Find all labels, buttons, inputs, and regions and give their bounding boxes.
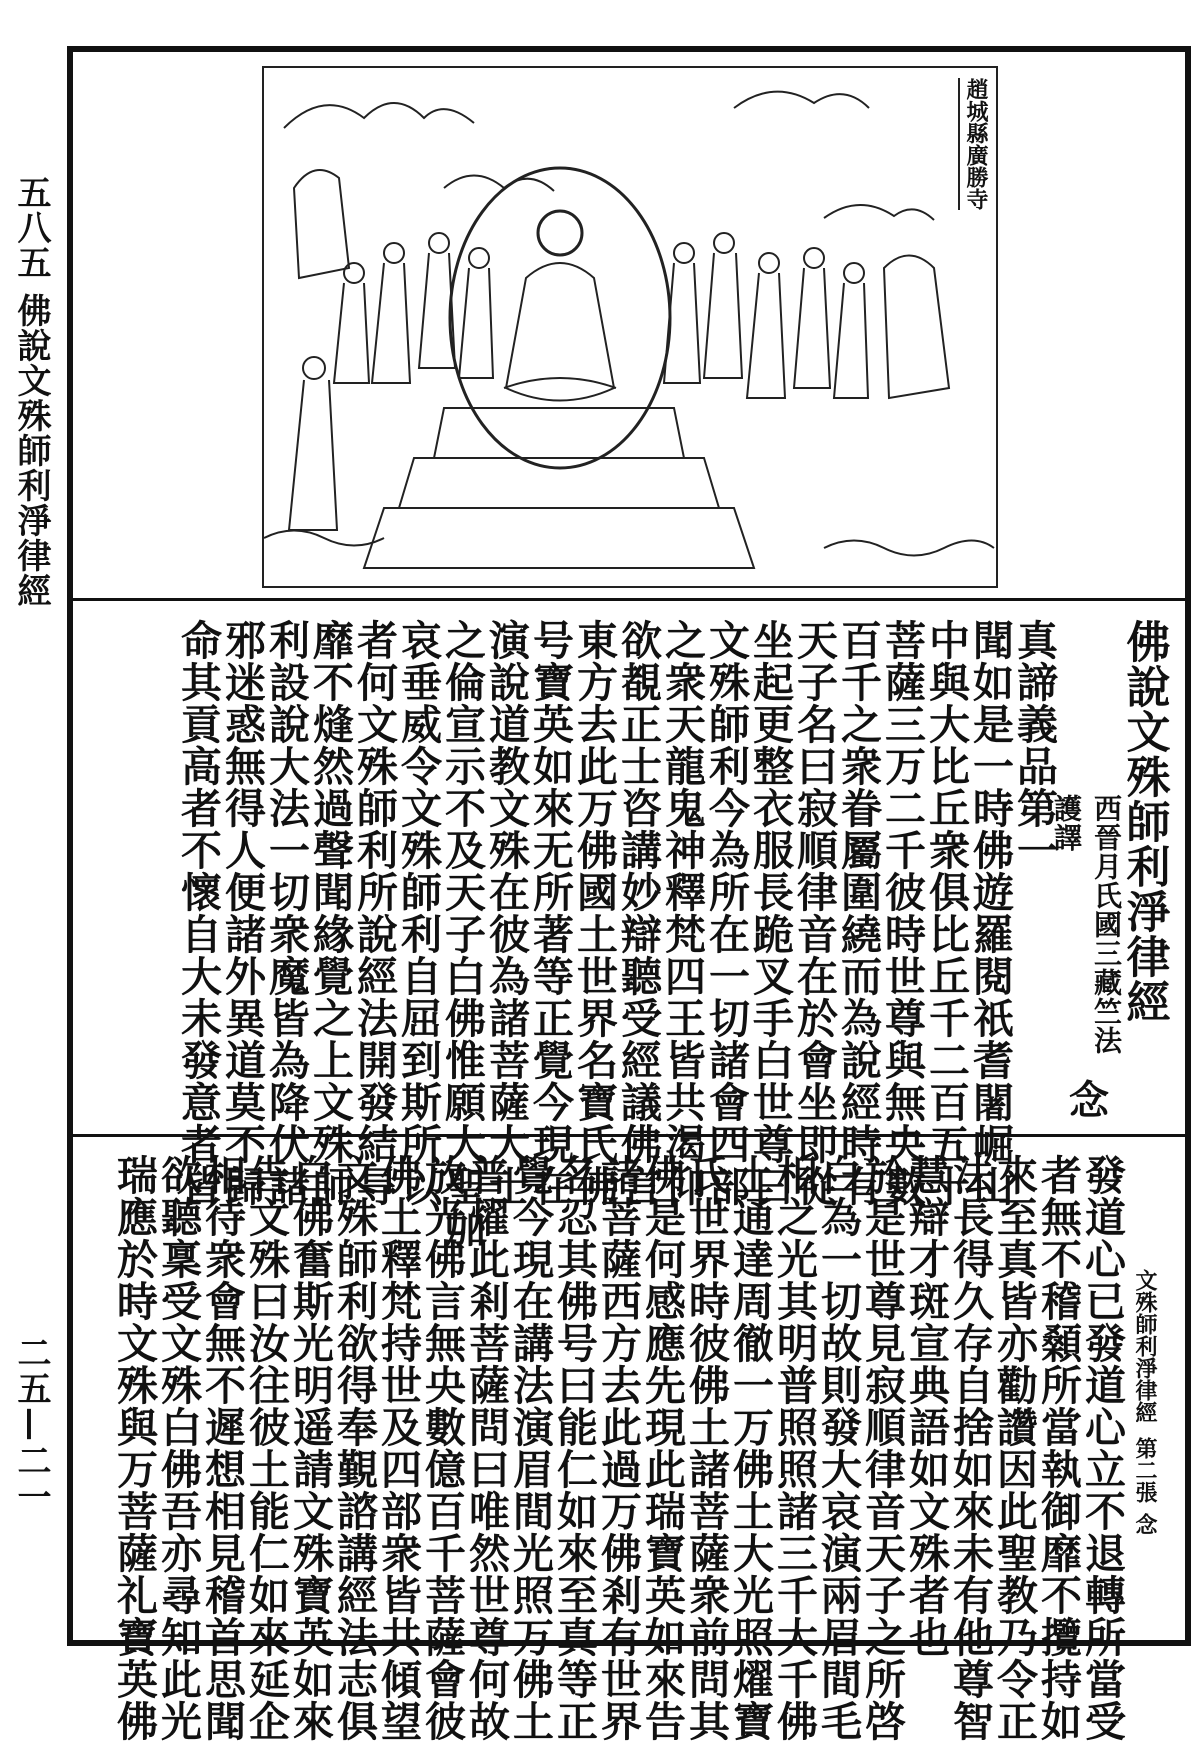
margin-page-reference: 五八五 佛說文殊師利淨律經 bbox=[11, 175, 51, 608]
text-column: 靡不熢然過聲聞緣覺之上文殊師 bbox=[306, 619, 354, 1207]
text-column: 相待衆會無不遲想相見稽首思聞 bbox=[198, 1154, 246, 1742]
woodblock-illustration bbox=[262, 66, 998, 588]
text-column: 之衆天龍鬼神釋梵四王皆共渴仰 bbox=[658, 619, 706, 1207]
sutra-title: 佛說文殊師利淨律經 bbox=[1118, 619, 1170, 1024]
text-column: 中與大比丘衆俱比丘千二百五十 bbox=[922, 619, 970, 1207]
text-column: 瑞應於時文殊與万菩薩礼寶英佛 bbox=[110, 1154, 158, 1742]
text-column: 欲聽稟受文殊白佛吾亦尋知此光 bbox=[154, 1154, 202, 1742]
text-column: 聞如是一時佛遊羅閱祇耆闍崛山 bbox=[966, 619, 1014, 1207]
translator-block bbox=[1050, 619, 1123, 1119]
text-column: 於是世尊見寂順律音天子之所啓 bbox=[858, 1154, 906, 1742]
translator-credit: 西晉月氏國三藏竺法護譯 bbox=[1050, 794, 1123, 1055]
text-column: 來至真皆亦勸讚因此聖教乃令正 bbox=[990, 1154, 1038, 1742]
text-column: 佛土釋梵持世及四部衆皆共傾望 bbox=[374, 1154, 422, 1742]
text-column: 菩薩三万二千彼時世尊與無央數 bbox=[878, 619, 926, 1207]
text-column: 演說道教文殊在彼為諸菩薩大士 bbox=[482, 619, 530, 1207]
sheet-margin-note bbox=[1127, 1154, 1163, 1640]
illustration-panel bbox=[73, 52, 1185, 601]
text-column: 佛是何感應先現此瑞寶英如來告 bbox=[638, 1154, 686, 1742]
text-column: 法長得久存自捨如來未有他尊智 bbox=[946, 1154, 994, 1742]
text-column: 欲覩正士咨講妙辯聽受經議佛言 bbox=[614, 619, 662, 1207]
page-frame bbox=[67, 46, 1191, 1742]
text-column: 百千之衆眷屬圍繞而為說經時有 bbox=[834, 619, 882, 1207]
margin-note-sheet: 第二張 bbox=[1132, 1437, 1158, 1503]
text-column: 諸菩薩西方去此過万佛剎有世界 bbox=[594, 1154, 642, 1742]
text-column: 告文殊曰汝往彼土能仁如來延企 bbox=[242, 1154, 290, 1742]
margin-note-mark: 念 bbox=[1132, 1513, 1158, 1535]
text-column: 文殊師利今為所在一切諸會四部 bbox=[702, 619, 750, 1207]
text-column: 哀垂威令文殊師利自屈到斯所以 bbox=[394, 619, 442, 1207]
text-column: 放光佛言無央數億百千菩薩會彼 bbox=[418, 1154, 466, 1742]
text-column: 相之光其明普照照諸三千大千佛 bbox=[770, 1154, 818, 1742]
text-column: 名忍其佛号曰能仁如來至真等正 bbox=[550, 1154, 598, 1742]
text-column: 者何文殊師利所說經法開發結㝵 bbox=[350, 619, 398, 1207]
text-column: 氏世界時彼佛土諸菩薩衆前問其 bbox=[682, 1154, 730, 1742]
text-column: 真諦義品第一 bbox=[1010, 619, 1058, 871]
text-column: 白佛奮斯光明遥請文殊寶英如來 bbox=[286, 1154, 334, 1742]
text-column: 号寶英如來无所著等正覺今現在 bbox=[526, 619, 574, 1207]
title-block bbox=[1117, 619, 1170, 1119]
preaching-scene-drawing bbox=[264, 68, 996, 586]
text-column: 慧辯才斑宣典語如文殊者也 bbox=[902, 1154, 950, 1658]
text-column: 土通達周徹一万佛土大光照燿寶 bbox=[726, 1154, 774, 1742]
text-column: 覺今現在講法演眉間光照万佛土 bbox=[506, 1154, 554, 1742]
text-column: 天子名曰寂順律音在於會坐即從 bbox=[790, 619, 838, 1207]
margin-page-number: 二五—二一 bbox=[11, 1335, 51, 1515]
temple-label: 趙城縣廣勝寺 bbox=[958, 78, 988, 210]
margin-note-title: 文殊師利淨律經 bbox=[1132, 1269, 1158, 1423]
text-panel-lower bbox=[73, 1140, 1185, 1742]
text-column: 普燿此剎菩薩問曰唯然世尊何故 bbox=[462, 1154, 510, 1742]
text-column: 坐起更整衣服長跪叉手白世尊曰 bbox=[746, 619, 794, 1207]
text-column: 發道心已發道心立不退轉所當受 bbox=[1078, 1154, 1126, 1742]
left-margin bbox=[0, 0, 58, 1664]
collation-mark: 念 bbox=[1062, 1079, 1110, 1119]
text-panel-upper bbox=[73, 601, 1185, 1249]
text-column: 東方去此万佛國土世界名寶氏佛 bbox=[570, 619, 618, 1207]
text-column: 白為一切故則發大哀演兩眉間毛 bbox=[814, 1154, 862, 1742]
text-column: 之倫宣示不及天子白佛惟願大聖加 bbox=[438, 619, 486, 1249]
text-column: 文殊師利欲得奉覲諮講經法志俱 bbox=[330, 1154, 378, 1742]
text-column: 命其貢高者不懷自大未發意者皆 bbox=[174, 619, 222, 1207]
text-column: 利設說大法一切衆魔皆為降伏諸 bbox=[262, 619, 310, 1207]
text-column: 者無不稽顙所當執御靡不攬持如 bbox=[1034, 1154, 1082, 1742]
text-column: 邪迷惑無得人便諸外異道莫不歸 bbox=[218, 619, 266, 1207]
